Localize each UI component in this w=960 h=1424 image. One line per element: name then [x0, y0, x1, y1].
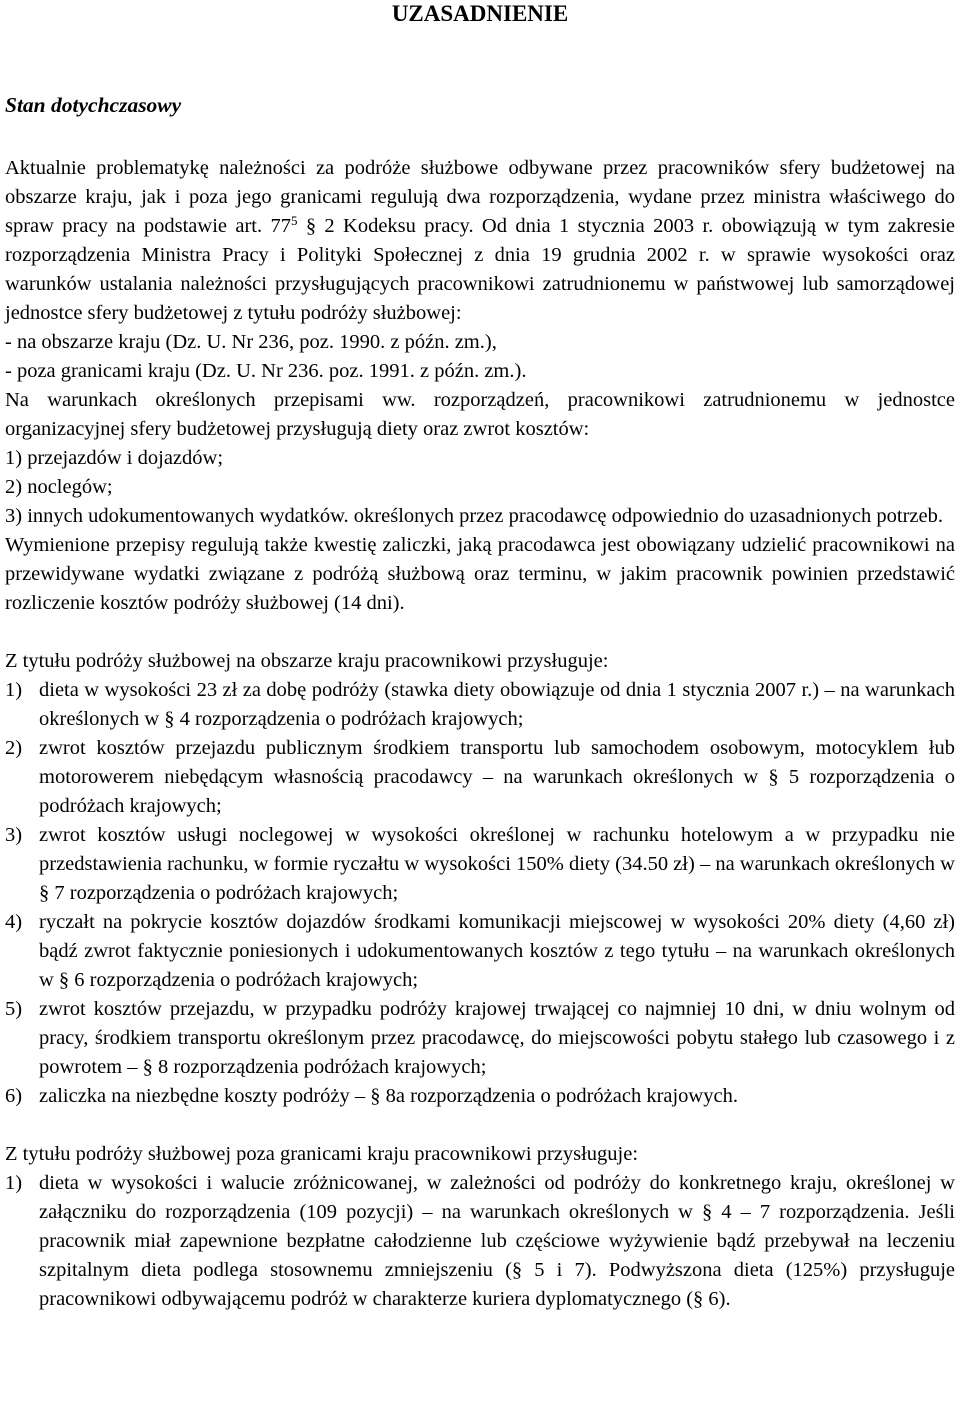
list-item-number: 5) [5, 998, 23, 1020]
list-item-number: 2) [5, 737, 23, 759]
regulation-item-domestic: - na obszarze kraju (Dz. U. Nr 236, poz. 1990. z późn. zm.), [5, 331, 497, 353]
document-title: UZASADNIENIE [391, 1, 569, 26]
conditions-paragraph: Na warunkach określonych przepisami ww. rozporządzeń, pracownikowi zatrudnionemu w jednostce organizacyjnej sfery budżetowej przysługują diety oraz zwrot kosztów: [5, 389, 955, 440]
list-item-number: 3) [5, 824, 23, 846]
foreign-heading: Z tytułu podróży służbowej poza granicami kraju pracownikowi przysługuje: [5, 1143, 639, 1165]
list-item-text: zaliczka na niezbędne koszty podróży – § 8a rozporządzenia o podróżach krajowych. [39, 1085, 738, 1107]
list-item [5, 1082, 955, 1111]
intro-text-a: Aktualnie problematykę należności za podróże służbowe odbywane przez pracowników sfery budżetowej na obszarze kraju, jak i poza jego granicami regulują dwa rozporządzenia, wydane przez ministra właściwego do spraw pracy na podstawie art. 77 [5, 157, 955, 237]
list-item-text: zwrot kosztów usługi noclegowej w wysokości określonej w rachunku hotelowym a w przypadku nie przedstawienia rachunku, w formie ryczałtu w wysokości 150% diety (34.50 zł) – na warunkach określonych w § 7 rozporządzenia o podróżach krajowych; [39, 824, 955, 904]
regulation-item-foreign: - poza granicami kraju (Dz. U. Nr 236. poz. 1991. z późn. zm.). [5, 360, 527, 382]
list-item [5, 995, 955, 1082]
list-item-text: dieta w wysokości 23 zł za dobę podróży (stawka diety obowiązuje od dnia 1 stycznia 2007 r.) – na warunkach określonych w § 4 rozporządzenia o podróżach krajowych; [39, 679, 955, 730]
domestic-heading: Z tytułu podróży służbowej na obszarze kraju pracownikowi przysługuje: [5, 650, 609, 672]
list-item-text: ryczałt na pokrycie kosztów dojazdów środkami komunikacji miejscowej w wysokości 20% diety (4,60 zł) bądź zwrot faktycznie poniesionych i udokumentowanych kosztów z tego tytułu – na warunkach określonych w § 6 rozporządzenia o podróżach krajowych; [39, 911, 955, 991]
intro-text-b: § 2 Kodeksu pracy. Od dnia 1 stycznia 2003 r. obowiązują w tym zakresie rozporządzenia Ministra Pracy i Polityki Społecznej z dnia 19 grudnia 2002 r. w sprawie wysokości oraz warunków ustalania należności przysługujących pracownikowi zatrudnionemu w państwowej lub samorządowej jednostce sfery budżetowej z tytułu podróży służbowej: [5, 215, 956, 324]
foreign-list [5, 1169, 955, 1314]
list-item-number: 4) [5, 911, 23, 933]
list-item-number: 6) [5, 1085, 23, 1107]
cost-item: 3) innych udokumentowanych wydatków. określonych przez pracodawcę odpowiednio do uzasadnionych potrzeb. [5, 505, 943, 527]
article-superscript: 5 [290, 213, 298, 228]
section-subtitle: Stan dotychczasowy [5, 93, 182, 117]
list-item-text: zwrot kosztów przejazdu, w przypadku podróży krajowej trwającej co najmniej 10 dni, w dniu wolnym od pracy, środkiem transportu określonym przez pracodawcę, do miejscowości pobytu stałego lub czasowego i z powrotem – § 8 rozporządzenia podróżach krajowych; [39, 998, 955, 1078]
advance-paragraph: Wymienione przepisy regulują także kwestię zaliczki, jaką pracodawca jest obowiązany udzielić pracownikowi na przewidywane wydatki związane z podróżą służbową oraz terminu, w jakim pracownik powinien przedstawić rozliczenie kosztów podróży służbowej (14 dni). [5, 534, 955, 614]
intro-paragraph [5, 154, 955, 328]
document-page [5, 0, 955, 1314]
list-item-text: dieta w wysokości i walucie zróżnicowanej, w zależności od podróży do konkretnego kraju, określonej w załączniku do rozporządzenia (109 pozycji) – na warunkach określonych w § 4 – 7 rozporządzenia. Jeśli pracownik miał zapewnione bezpłatne całodzienne lub częściowe wyżywienie bądź przebywał na leczeniu szpitalnym dieta podlega stosownemu zmniejszeniu (§ 5 i 7). Podwyższona dieta (125%) przysługuje pracownikowi odbywającemu podróż w charakterze kuriera dyplomatycznego (§ 6). [39, 1172, 955, 1310]
cost-item: 2) noclegów; [5, 476, 113, 498]
list-item-number: 1) [5, 679, 23, 701]
domestic-list [5, 676, 955, 1111]
list-item [5, 676, 955, 734]
list-item-number: 1) [5, 1172, 23, 1194]
list-item-text: zwrot kosztów przejazdu publicznym środkiem transportu lub samochodem osobowym, motocyklem łub motorowerem niebędącym własnością pracodawcy – na warunkach określonych w § 5 rozporządzenia o podróżach krajowych; [39, 737, 955, 817]
list-item [5, 1169, 955, 1314]
list-item [5, 821, 955, 908]
list-item [5, 908, 955, 995]
list-item [5, 734, 955, 821]
cost-item: 1) przejazdów i dojazdów; [5, 447, 224, 469]
